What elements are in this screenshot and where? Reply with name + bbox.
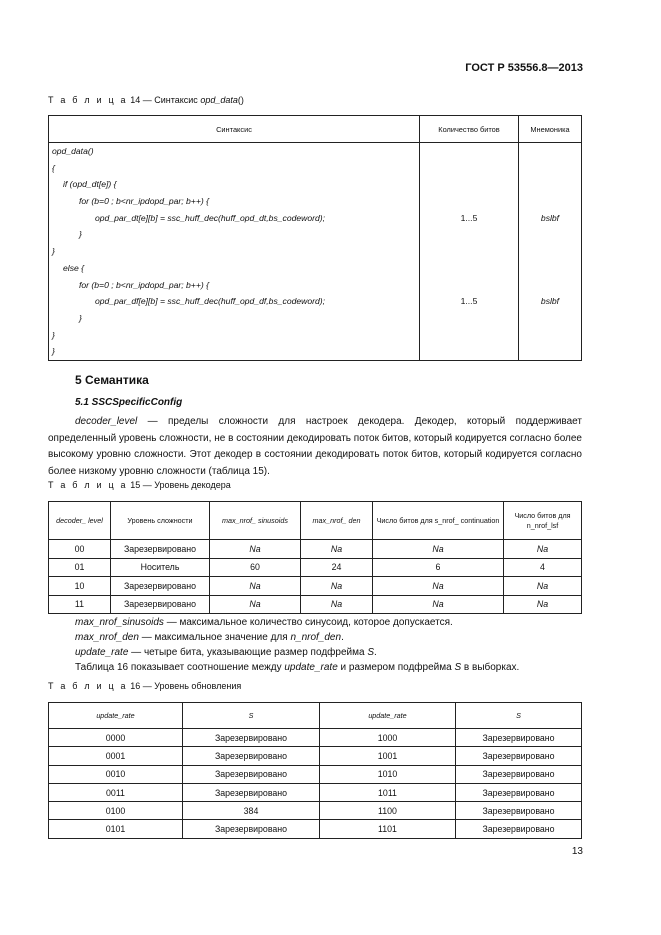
header-bits-continuation: Число битов для s_nrof_ continuation — [373, 502, 504, 540]
table-row: 01 Носитель 60 24 6 4 — [49, 558, 582, 577]
table-row: 0001 Зарезервировано 1001 Зарезервировано — [49, 747, 582, 765]
table15-caption: Т а б л и ц а 15 — Уровень декодера — [48, 480, 231, 490]
code-line: opd_par_df[e][b] = ssc_huff_dec(huff_opd_df,bs_codeword); — [95, 296, 326, 307]
code-line: for (b=0 ; b<nr_ipdopd_par; b++) { — [79, 279, 209, 290]
table-row: 10 Зарезервировано Na Na Na Na — [49, 577, 582, 596]
header-complexity: Уровень сложности — [111, 502, 210, 540]
table14-caption: Т а б л и ц а 14 — Синтаксис opd_data() — [48, 95, 244, 105]
code-line: } — [52, 246, 55, 257]
code-line: else { — [63, 262, 85, 273]
code-line: } — [79, 229, 82, 240]
code-line: } — [52, 346, 55, 357]
code-line: if (opd_dt[e]) { — [63, 179, 117, 190]
update-rate-table — [48, 702, 582, 839]
definition-max-den: max_nrof_den — максимальное значение для n_nrof_den. — [75, 632, 344, 643]
page-number: 13 — [571, 846, 583, 857]
mnemonic-value: bslbf — [540, 212, 560, 223]
bits-value: 1...5 — [460, 212, 478, 223]
table-row: 0000 Зарезервировано 1000 Зарезервировано — [49, 729, 582, 747]
header-syntax: Синтаксис — [49, 116, 420, 143]
section-title: 5 Семантика — [75, 373, 149, 387]
syntax-code-cell — [49, 143, 420, 361]
header-max-den: max_nrof_ den — [301, 502, 373, 540]
code-line: } — [79, 312, 82, 323]
syntax-table — [48, 115, 582, 361]
mnemonic-cell — [519, 143, 582, 361]
table-row: 0101 Зарезервировано 1101 Зарезервировано — [49, 820, 582, 838]
table16-intro: Таблица 16 показывает соотношение между update_rate и размером подфрейма S в выборках. — [75, 662, 520, 673]
code-line: opd_data() — [52, 146, 94, 156]
decoder-level-table — [48, 501, 582, 614]
mnemonic-value: bslbf — [540, 296, 560, 307]
table-row: 11 Зарезервировано Na Na Na Na — [49, 595, 582, 614]
bits-value: 1...5 — [460, 296, 478, 307]
definition-update-rate: update_rate — четыре бита, указывающие размер подфрейма S. — [75, 647, 377, 658]
table-row: 0100 384 1100 Зарезервировано — [49, 802, 582, 820]
subsection-title: 5.1 SSCSpecificConfig — [75, 397, 183, 408]
code-line: for (b=0 ; b<nr_ipdopd_par; b++) { — [79, 196, 209, 207]
code-line: } — [52, 329, 55, 340]
code-line: { — [52, 162, 55, 173]
header-s: S — [183, 703, 320, 729]
code-line: opd_par_dt[e][b] = ssc_huff_dec(huff_opd_dt,bs_codeword); — [95, 212, 326, 223]
header-bits-lsf: Число битов для n_nrof_lsf — [504, 502, 582, 540]
document-id: ГОСТ Р 53556.8—2013 — [465, 62, 583, 74]
header-update-rate-2: update_rate — [320, 703, 456, 729]
decoder-level-paragraph: decoder_level — пределы сложности для настроек декодера. Декодер, который поддерживает определенный уровень сложности, не в состоянии декодировать поток битов, который кодируется согласно более высокому уровню сложности. Этот декодер в состоянии декодировать поток битов, который кодируется согласно более низкому уровню сложности (таблица 15). — [48, 416, 582, 477]
header-decoder-level: decoder_ level — [49, 502, 111, 540]
header-max-sinusoids: max_nrof_ sinusoids — [210, 502, 301, 540]
header-mnemonic: Мнемоника — [519, 116, 582, 143]
table-row: 0010 Зарезервировано 1010 Зарезервировано — [49, 765, 582, 783]
definition-max-sinusoids: max_nrof_sinusoids — максимальное количество синусоид, которое допускается. — [75, 617, 453, 628]
bits-cell — [420, 143, 519, 361]
header-update-rate: update_rate — [49, 703, 183, 729]
table-row: 0011 Зарезервировано 1011 Зарезервировано — [49, 783, 582, 801]
header-s-2: S — [456, 703, 582, 729]
table16-caption: Т а б л и ц а 16 — Уровень обновления — [48, 681, 242, 691]
header-bits: Количество битов — [420, 116, 519, 143]
table-row: 00 Зарезервировано Na Na Na Na — [49, 540, 582, 559]
